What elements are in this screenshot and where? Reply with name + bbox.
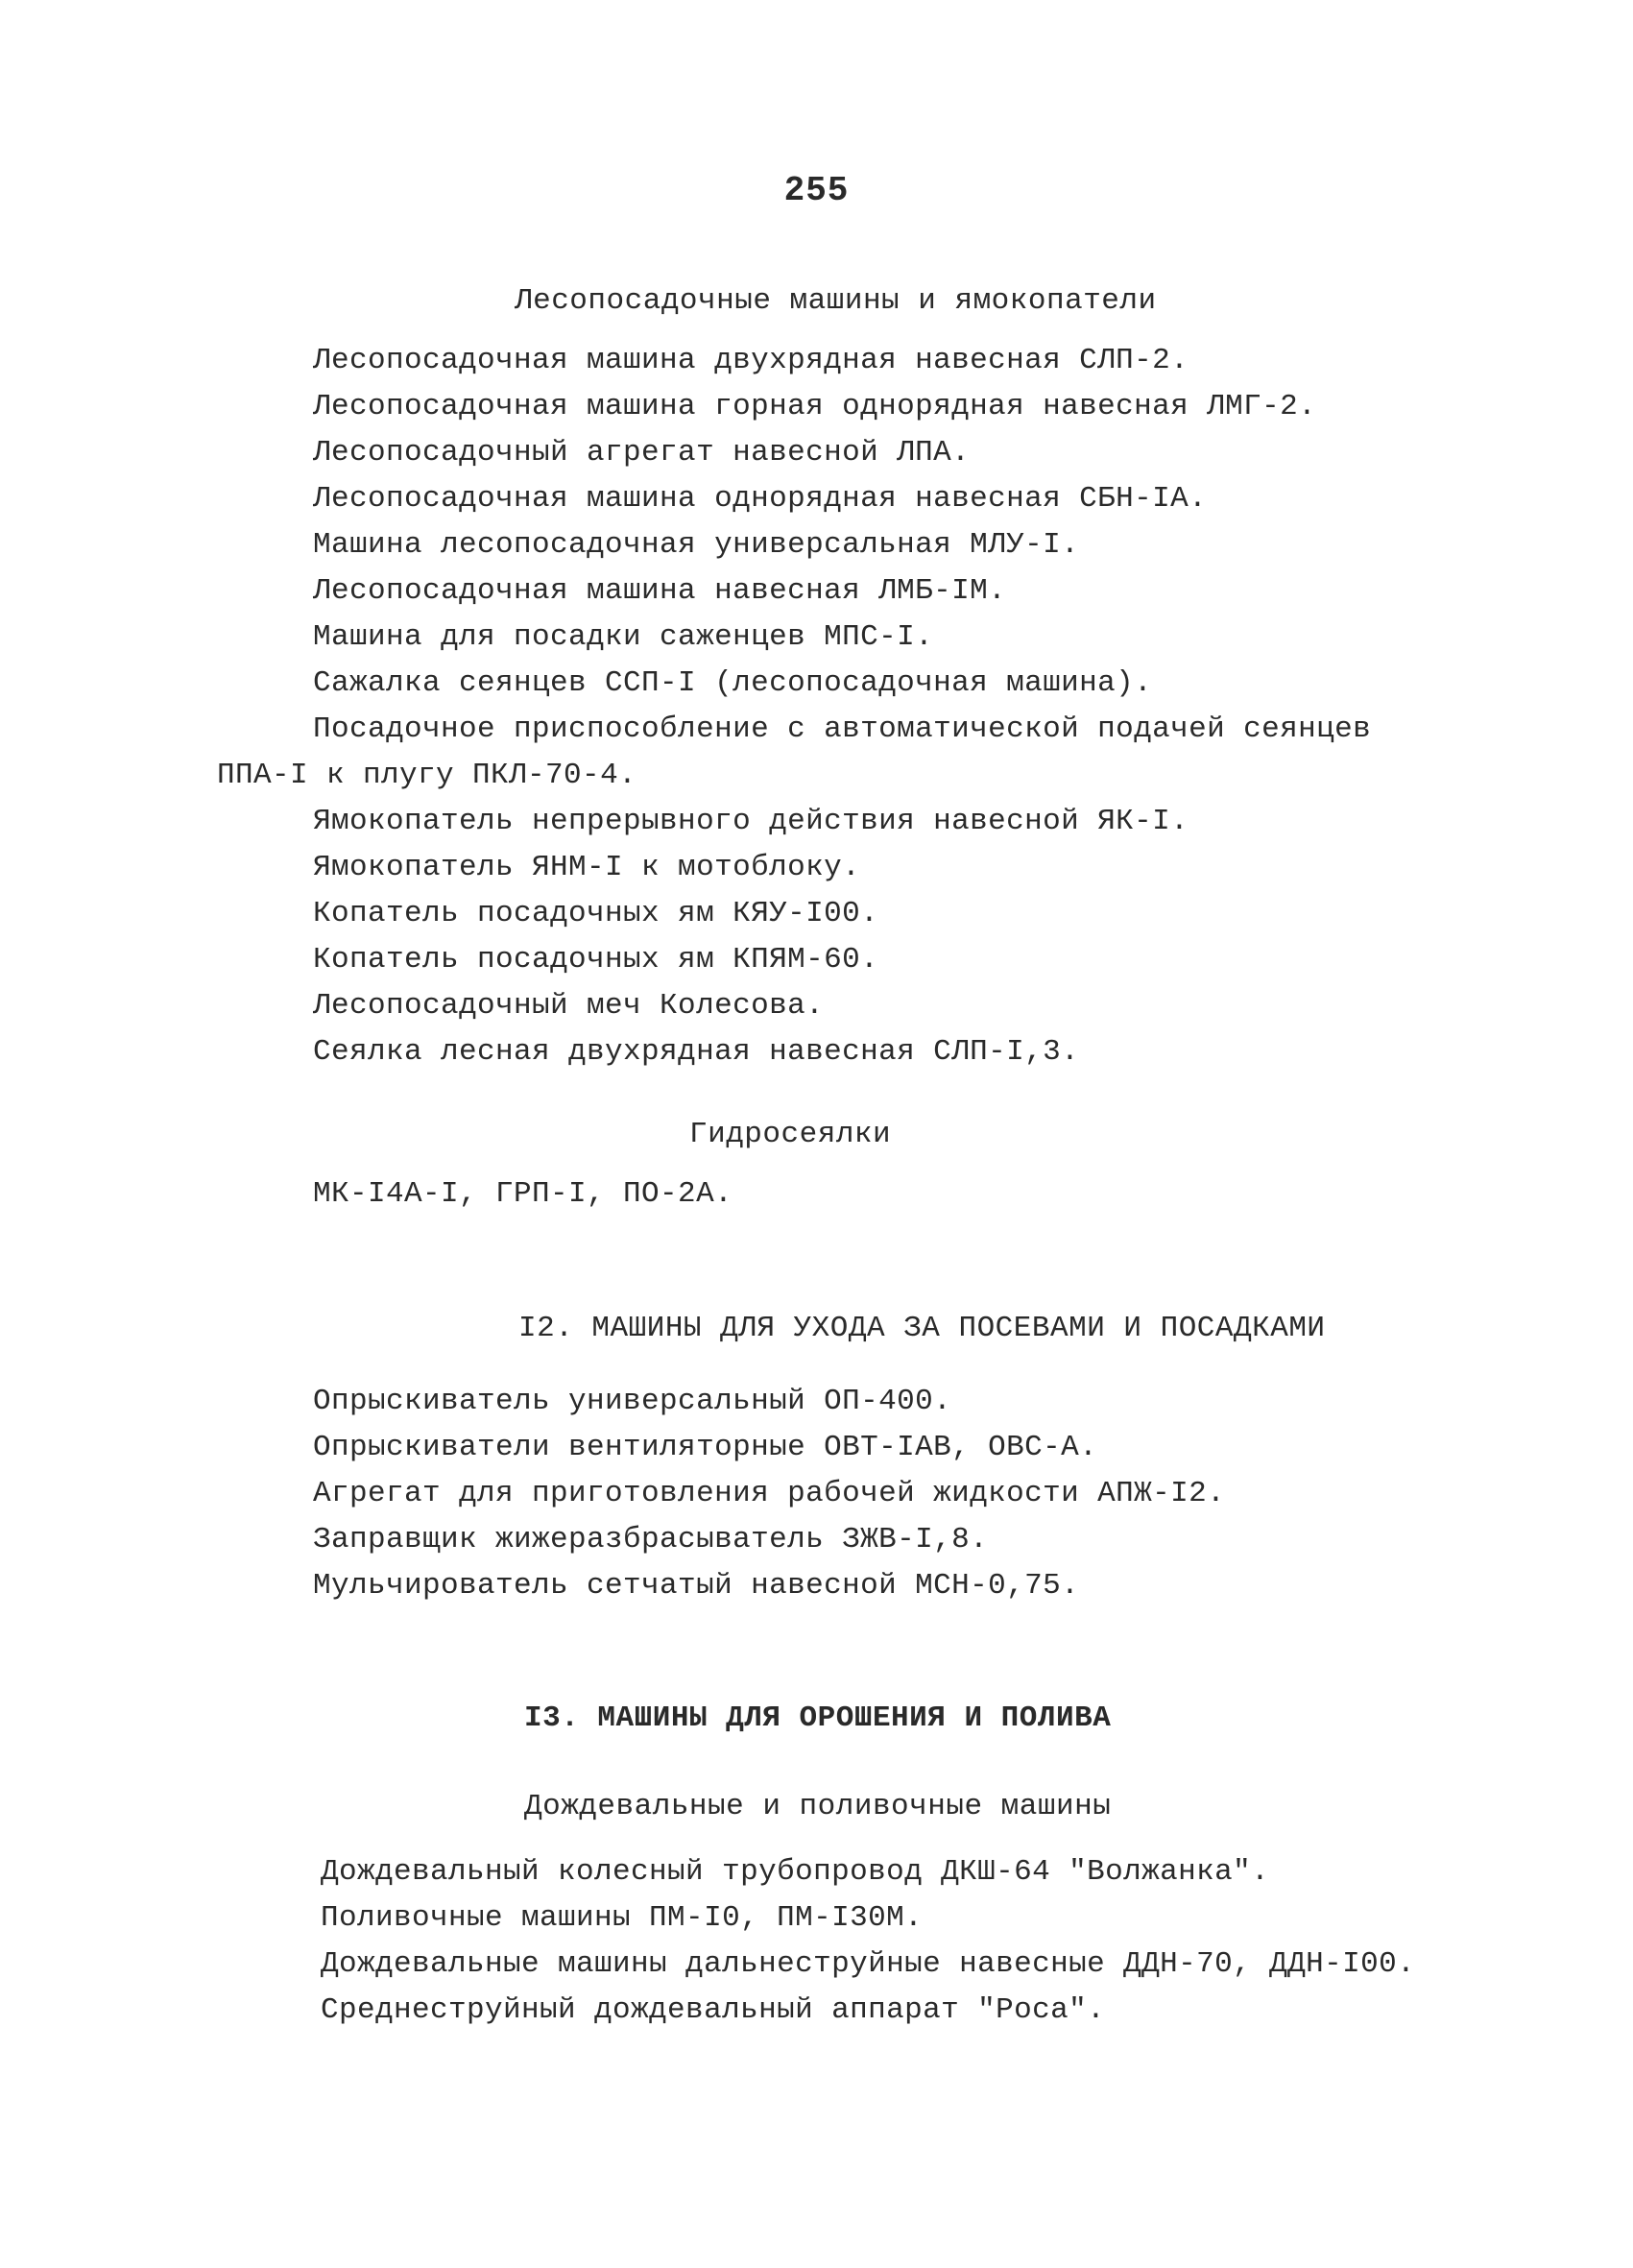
list-item: Дождевальные машины дальнеструйные навесные ДДН-70, ДДН-I00. bbox=[321, 1947, 1416, 1981]
list-item: Поливочные машины ПМ-I0, ПМ-I30М. bbox=[321, 1901, 924, 1935]
list-item: Сеялка лесная двухрядная навесная СЛП-I,3. bbox=[313, 1035, 1080, 1069]
page-number: 255 bbox=[783, 171, 850, 210]
list-item: Заправщик жижеразбрасыватель ЗЖВ-I,8. bbox=[313, 1523, 989, 1556]
list-item: Опрыскиватель универсальный ОП-400. bbox=[313, 1385, 952, 1418]
section-heading-13: I3. МАШИНЫ ДЛЯ ОРОШЕНИЯ И ПОЛИВА bbox=[524, 1701, 1112, 1735]
list-item: Мульчирователь сетчатый навесной МСН-0,75. bbox=[313, 1569, 1080, 1603]
list-item: Сажалка сеянцев ССП-I (лесопосадочная машина). bbox=[313, 666, 1153, 700]
list-item: Копатель посадочных ям КЯУ-I00. bbox=[313, 897, 879, 930]
list-item: Лесопосадочная машина навесная ЛМБ-IМ. bbox=[313, 574, 1007, 608]
list-item: Агрегат для приготовления рабочей жидкости АПЖ-I2. bbox=[313, 1477, 1226, 1510]
list-item: Ямокопатель ЯНМ-I к мотоблоку. bbox=[313, 851, 861, 884]
list-item: Лесопосадочная машина однорядная навесная СБН-IА. bbox=[313, 482, 1208, 516]
list-item: Машина лесопосадочная универсальная МЛУ-I. bbox=[313, 528, 1080, 562]
section-heading-12: I2. МАШИНЫ ДЛЯ УХОДА ЗА ПОСЕВАМИ И ПОСАДКАМИ bbox=[518, 1312, 1326, 1345]
list-item: Среднеструйный дождевальный аппарат "Роса". bbox=[321, 1993, 1106, 2027]
list-item: Дождевальный колесный трубопровод ДКШ-64 "Волжанка". bbox=[321, 1855, 1270, 1889]
list-item: Машина для посадки саженцев МПС-I. bbox=[313, 620, 934, 654]
list-item: Копатель посадочных ям КПЯМ-60. bbox=[313, 943, 879, 977]
section-heading-hydro: Гидросеялки bbox=[689, 1118, 892, 1151]
section-subheading-13: Дождевальные и поливочные машины bbox=[524, 1790, 1112, 1823]
list-item: Лесопосадочная машина горная однорядная навесная ЛМГ-2. bbox=[313, 390, 1317, 423]
section-heading-forest: Лесопосадочные машины и ямокопатели bbox=[515, 284, 1157, 318]
list-item: Ямокопатель непрерывного действия навесной ЯК-I. bbox=[313, 805, 1189, 838]
list-item: Опрыскиватели вентиляторные ОВТ-IАВ, ОВС-А. bbox=[313, 1431, 1098, 1464]
list-item: МК-I4А-I, ГРП-I, ПО-2А. bbox=[313, 1177, 733, 1211]
list-item: Лесопосадочный агрегат навесной ЛПА. bbox=[313, 436, 971, 470]
list-item: Лесопосадочный меч Колесова. bbox=[313, 989, 825, 1023]
list-item: Лесопосадочная машина двухрядная навесная СЛП-2. bbox=[313, 344, 1189, 377]
list-item-continuation: ППА-I к плугу ПКЛ-70-4. bbox=[217, 759, 637, 792]
list-item: Посадочное приспособление с автоматической подачей сеянцев bbox=[313, 712, 1372, 746]
